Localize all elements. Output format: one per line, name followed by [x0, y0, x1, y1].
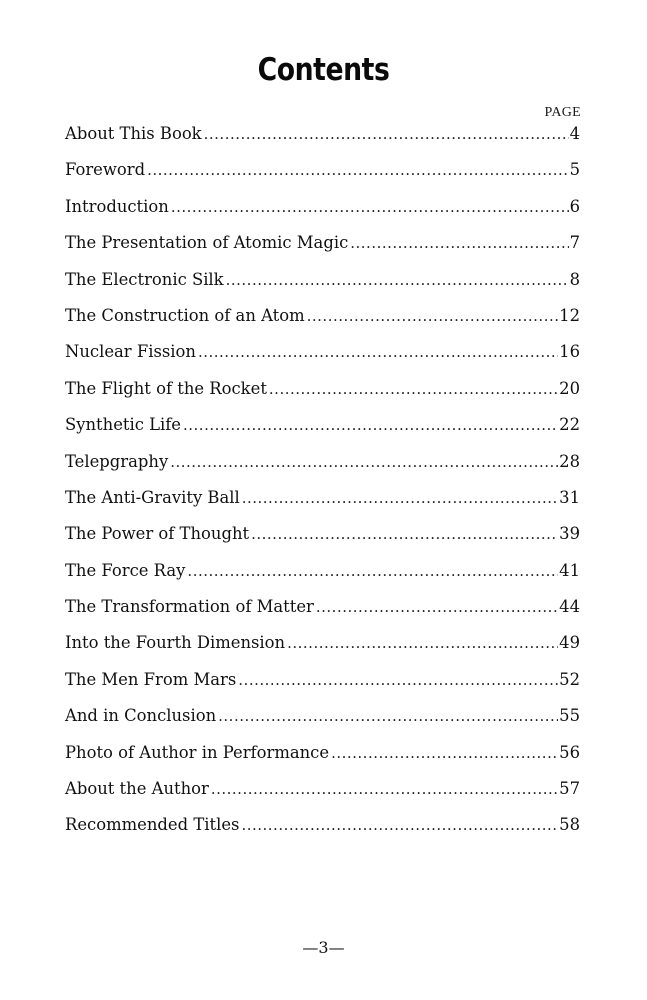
toc-entry-title: The Presentation of Atomic Magic: [65, 233, 349, 253]
toc-entry-title: About the Author: [65, 779, 209, 799]
toc-entry[interactable]: [65, 706, 580, 742]
toc-dot-leader: [331, 744, 558, 762]
toc-entry-page: 57: [559, 779, 580, 799]
toc-dot-leader: [147, 161, 568, 179]
toc-entry[interactable]: [65, 160, 580, 196]
toc-entry-page: 58: [559, 815, 580, 835]
toc-entry-page: 22: [559, 415, 580, 435]
toc-entry-title: The Transformation of Matter: [65, 597, 314, 617]
toc-entry[interactable]: [65, 524, 580, 560]
toc-entry-title: The Men From Mars: [65, 669, 237, 689]
toc-entry-page: 16: [559, 342, 580, 362]
toc-entry-page: 52: [559, 669, 580, 689]
toc-entry-title: About This Book: [65, 124, 202, 143]
toc-entry-page: 7: [569, 233, 580, 253]
toc-entry[interactable]: [65, 670, 580, 706]
toc-entry-page: 12: [559, 305, 580, 325]
toc-entry-title: Photo of Author in Performance: [65, 742, 330, 762]
toc-dot-leader: [170, 453, 558, 471]
toc-dot-leader: [211, 780, 558, 798]
toc-entry[interactable]: [65, 415, 580, 451]
toc-dot-leader: [269, 380, 558, 398]
toc-dot-leader: [226, 271, 569, 289]
toc-entry-title: Telepgraphy: [65, 451, 169, 471]
toc-dot-leader: [242, 489, 558, 507]
toc-entry[interactable]: [65, 743, 580, 779]
toc-entry[interactable]: [65, 452, 580, 488]
toc-entry-title: Synthetic Life: [65, 415, 181, 435]
toc-dot-leader: [307, 307, 559, 325]
toc-entry-page: 8: [569, 269, 580, 289]
toc-entry-page: 39: [559, 524, 580, 544]
toc-entry-page: 20: [559, 378, 580, 398]
toc-entry-title: The Anti-Gravity Ball: [65, 487, 240, 507]
toc-entry[interactable]: [65, 233, 580, 269]
page-number-footer: —3—: [302, 938, 345, 957]
toc-dot-leader: [316, 598, 558, 616]
toc-entry[interactable]: [65, 306, 580, 342]
toc-dot-leader: [238, 671, 558, 689]
toc-entry[interactable]: [65, 342, 580, 378]
table-of-contents: [65, 124, 580, 852]
toc-entry-page: 4: [569, 124, 580, 143]
page-column-label: PAGE: [544, 105, 581, 120]
toc-entry-title: The Construction of an Atom: [65, 305, 305, 325]
page-title: Contents: [257, 52, 390, 88]
toc-entry-title: The Flight of the Rocket: [65, 378, 267, 398]
toc-entry[interactable]: [65, 779, 580, 815]
toc-entry-title: And in Conclusion: [65, 706, 217, 726]
toc-entry-page: 44: [559, 597, 580, 617]
toc-entry-title: Foreword: [65, 160, 146, 180]
toc-entry-page: 56: [559, 742, 580, 762]
toc-dot-leader: [350, 234, 568, 252]
toc-entry[interactable]: [65, 379, 580, 415]
toc-entry-page: 49: [559, 633, 580, 653]
toc-entry[interactable]: [65, 488, 580, 524]
toc-entry-page: 5: [569, 160, 580, 180]
toc-entry-title: The Electronic Silk: [65, 269, 224, 289]
toc-entry-title: Introduction: [65, 196, 169, 216]
toc-entry-page: 55: [559, 706, 580, 726]
toc-entry[interactable]: [65, 633, 580, 669]
toc-dot-leader: [183, 416, 558, 434]
toc-entry-title: Nuclear Fission: [65, 342, 196, 362]
toc-entry-page: 28: [559, 451, 580, 471]
toc-entry[interactable]: [65, 270, 580, 306]
toc-entry[interactable]: [65, 597, 580, 633]
toc-entry-page: 31: [559, 487, 580, 507]
toc-entry-page: 6: [569, 196, 580, 216]
toc-dot-leader: [204, 125, 569, 143]
toc-entry-page: 41: [559, 560, 580, 580]
toc-dot-leader: [187, 562, 558, 580]
toc-dot-leader: [241, 816, 558, 834]
toc-dot-leader: [251, 525, 558, 543]
toc-dot-leader: [218, 707, 558, 725]
toc-entry-title: Into the Fourth Dimension: [65, 633, 286, 653]
toc-entry[interactable]: [65, 197, 580, 233]
toc-entry-title: Recommended Titles: [65, 815, 240, 835]
toc-dot-leader: [171, 198, 569, 216]
toc-entry[interactable]: [65, 124, 580, 160]
toc-entry[interactable]: [65, 561, 580, 597]
toc-entry-title: The Force Ray: [65, 560, 186, 580]
toc-dot-leader: [287, 634, 558, 652]
toc-entry-title: The Power of Thought: [65, 524, 250, 544]
toc-dot-leader: [198, 343, 558, 361]
toc-entry[interactable]: [65, 815, 580, 851]
